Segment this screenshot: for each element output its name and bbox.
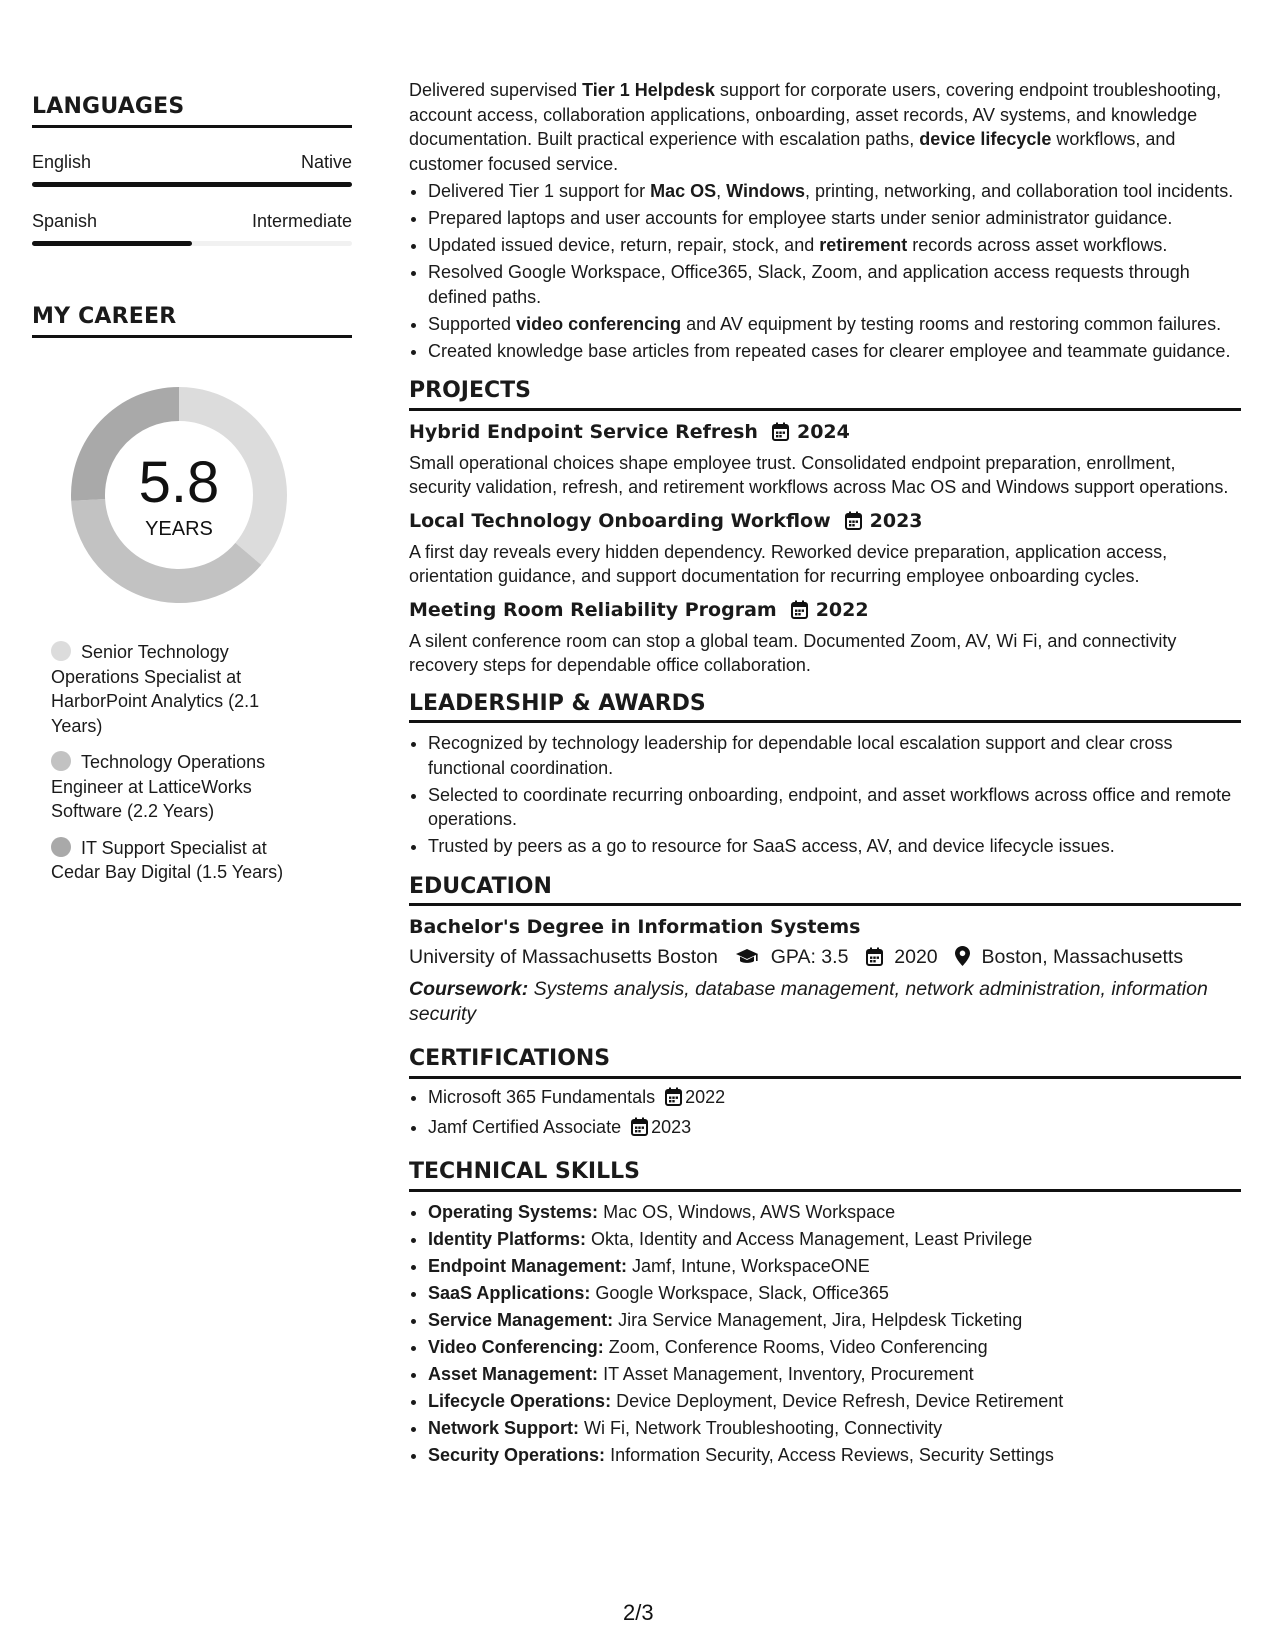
language-level: Native — [300, 152, 352, 172]
graduation-cap-icon — [735, 947, 759, 973]
calendar-icon — [631, 1117, 648, 1143]
career-legend-item — [51, 750, 301, 824]
language-item — [32, 150, 352, 187]
skill-category: Video Conferencing: — [428, 1336, 604, 1357]
skill-item — [428, 1443, 1241, 1468]
career-total-unit: YEARS — [145, 518, 213, 540]
leadership-item: • Trusted by peers as a go to resource for SaaS access, AV, and device lifecycle issues. — [428, 834, 1241, 859]
skill-values: Zoom, Conference Rooms, Video Conferencing — [608, 1336, 988, 1357]
career-legend-label: Technology Operations Engineer at LatticeWorks Software (2.2 Years) — [51, 752, 266, 821]
project-description: A first day reveals every hidden dependency. Reworked device preparation, application access, orientation guidance, and support documentation for recurring employee onboarding cycles. — [409, 541, 1168, 586]
leadership-list — [409, 731, 1241, 859]
project-item — [409, 597, 1241, 678]
calendar-icon — [845, 511, 862, 537]
emphasis-text: Mac OS — [650, 181, 717, 201]
certification-item — [428, 1115, 1241, 1143]
experience-summary — [409, 78, 1241, 176]
experience-bullet — [428, 312, 1241, 337]
project-header — [409, 597, 1241, 626]
skill-values: Device Deployment, Device Refresh, Device Retirement — [616, 1390, 1064, 1411]
skill-category: Network Support: — [428, 1417, 579, 1438]
text-run: Delivered Tier 1 support for — [428, 181, 651, 201]
skills-heading: TECHNICAL SKILLS — [409, 1160, 1241, 1192]
experience-bullets — [409, 179, 1241, 363]
leadership-item: • Recognized by technology leadership for dependable local escalation support and clear cross functional coordination. — [428, 731, 1241, 780]
skills-list — [409, 1200, 1241, 1468]
text-run: Resolved Google Workspace, Office365, Slack, Zoom, and application access requests through defined paths. — [428, 262, 1190, 307]
text-run: Supported — [428, 313, 517, 334]
skill-item — [428, 1281, 1241, 1306]
calendar-icon — [772, 422, 789, 448]
right-column — [409, 78, 1241, 1470]
legend-dot-icon — [51, 641, 71, 661]
skill-category: Endpoint Management: — [428, 1255, 627, 1276]
career-legend-label: Senior Technology Operations Specialist at HarborPoint Analytics (2.1 Years) — [51, 642, 260, 736]
certification-item — [428, 1085, 1241, 1113]
career-heading: MY CAREER — [32, 304, 352, 338]
language-proficiency-bar — [32, 241, 352, 246]
certification-name: Jamf Certified Associate — [428, 1116, 622, 1137]
text-run: records across asset workflows. — [907, 235, 1168, 255]
skill-item — [428, 1389, 1241, 1414]
text-run: , — [716, 181, 727, 201]
education-location: Boston, Massachusetts — [981, 946, 1184, 968]
emphasis-text: Windows — [726, 181, 805, 201]
emphasis-text: retirement — [819, 235, 908, 255]
skill-item — [428, 1308, 1241, 1333]
skill-category: Lifecycle Operations: — [428, 1390, 612, 1411]
project-year: 2022 — [815, 598, 869, 621]
education-gpa: GPA: 3.5 — [770, 946, 849, 968]
projects-heading: PROJECTS — [409, 379, 1241, 411]
education-degree: Bachelor's Degree in Information Systems — [409, 916, 861, 938]
calendar-icon — [866, 947, 883, 973]
language-name: Spanish — [32, 211, 98, 231]
language-proficiency-bar — [32, 182, 352, 187]
project-name: Meeting Room Reliability Program — [409, 598, 777, 621]
project-item — [409, 419, 1241, 500]
text-run: Delivered supervised — [409, 80, 583, 100]
skill-item — [428, 1416, 1241, 1441]
experience-bullet — [428, 206, 1241, 231]
project-name: Local Technology Onboarding Workflow — [409, 509, 831, 532]
emphasis-text: device lifecycle — [919, 129, 1052, 149]
skill-values: Okta, Identity and Access Management, Least Privilege — [591, 1228, 1033, 1249]
text-run: Created knowledge base articles from repeated cases for clearer employee and teammate guidance. — [428, 340, 1231, 361]
emphasis-text: video conferencing — [516, 313, 682, 334]
education-details — [409, 944, 1241, 973]
skill-item — [428, 1362, 1241, 1387]
project-name: Hybrid Endpoint Service Refresh — [409, 420, 758, 443]
legend-dot-icon — [51, 751, 71, 771]
experience-bullet — [428, 233, 1241, 258]
project-description: A silent conference room can stop a global team. Documented Zoom, AV, Wi Fi, and connectivity recovery steps for dependable office collaboration. — [409, 630, 1177, 675]
career-donut-chart — [64, 380, 294, 610]
skill-item — [428, 1200, 1241, 1225]
language-proficiency-fill — [32, 241, 192, 246]
map-pin-icon — [955, 946, 970, 973]
project-item — [409, 508, 1241, 589]
text-run: Prepared laptops and user accounts for employee starts under senior administrator guidance. — [428, 208, 1173, 228]
career-legend-label: IT Support Specialist at Cedar Bay Digital (1.5 Years) — [51, 837, 284, 882]
coursework-text: Systems analysis, database management, network administration, information security — [409, 978, 1208, 1025]
certification-year: 2023 — [651, 1116, 692, 1137]
text-run: Updated issued device, return, repair, stock, and — [428, 235, 820, 255]
page-number: 2/3 — [623, 1600, 654, 1625]
project-header — [409, 508, 1241, 537]
leadership-heading: LEADERSHIP & AWARDS — [409, 692, 1241, 724]
legend-dot-icon — [51, 837, 71, 857]
skill-category: Security Operations: — [428, 1444, 606, 1465]
certifications-heading: CERTIFICATIONS — [409, 1047, 1241, 1079]
education-school: University of Massachusetts Boston — [409, 946, 718, 968]
skill-category: Service Management: — [428, 1309, 614, 1330]
left-column — [32, 94, 352, 897]
skill-category: Operating Systems: — [428, 1201, 599, 1222]
language-item — [32, 209, 352, 246]
skill-values: Information Security, Access Reviews, Security Settings — [610, 1444, 1054, 1465]
experience-bullet — [428, 179, 1241, 204]
education-year: 2020 — [894, 946, 938, 968]
skill-item — [428, 1227, 1241, 1252]
coursework-label: Coursework: — [409, 978, 529, 1000]
certification-name: Microsoft 365 Fundamentals — [428, 1086, 656, 1107]
skill-values: Jamf, Intune, WorkspaceONE — [632, 1255, 870, 1276]
certification-year: 2022 — [685, 1086, 726, 1107]
career-legend-item — [51, 640, 301, 738]
calendar-icon — [791, 600, 808, 626]
education-heading: EDUCATION — [409, 875, 1241, 907]
career-legend-item — [51, 836, 301, 885]
text-run: workflows, and customer focused service. — [409, 129, 1176, 174]
project-description: Small operational choices shape employee trust. Consolidated endpoint preparation, enrollment, security validation, refresh, and retirement workflows across Mac OS and Windows support operations. — [409, 452, 1229, 497]
language-proficiency-fill — [32, 182, 352, 187]
skill-values: Jira Service Management, Jira, Helpdesk Ticketing — [618, 1309, 1023, 1330]
career-total-value: 5.8 — [138, 450, 220, 515]
projects-list — [409, 419, 1241, 678]
languages-list — [32, 150, 352, 246]
skill-category: SaaS Applications: — [428, 1282, 591, 1303]
skill-item — [428, 1335, 1241, 1360]
skill-category: Asset Management: — [428, 1363, 599, 1384]
skill-values: IT Asset Management, Inventory, Procurement — [603, 1363, 974, 1384]
project-header — [409, 419, 1241, 448]
language-level: Intermediate — [251, 211, 352, 231]
leadership-item: • Selected to coordinate recurring onboarding, endpoint, and asset workflows across office and remote operations. — [428, 783, 1241, 832]
certifications-list — [409, 1085, 1241, 1143]
skill-values: Google Workspace, Slack, Office365 — [595, 1282, 889, 1303]
text-run: , printing, networking, and collaboration tool incidents. — [805, 181, 1234, 201]
calendar-icon — [665, 1087, 682, 1113]
language-name: English — [32, 152, 92, 172]
project-year: 2023 — [869, 509, 923, 532]
skill-category: Identity Platforms: — [428, 1228, 587, 1249]
career-legend — [32, 640, 301, 885]
experience-bullet — [428, 339, 1241, 364]
languages-heading: LANGUAGES — [32, 94, 352, 128]
education-coursework — [409, 977, 1241, 1027]
text-run: and AV equipment by testing rooms and restoring common failures. — [681, 313, 1222, 334]
experience-bullet — [428, 260, 1241, 309]
emphasis-text: Tier 1 Helpdesk — [582, 80, 715, 100]
project-year: 2024 — [796, 420, 850, 443]
skill-item — [428, 1254, 1241, 1279]
text-run: support for corporate users, covering endpoint troubleshooting, account access, collaboration applications, onboarding, asset records, AV systems, and knowledge documentation. Built practical experience with escalation paths, — [409, 80, 1222, 149]
skill-values: Wi Fi, Network Troubleshooting, Connectivity — [584, 1417, 943, 1438]
skill-values: Mac OS, Windows, AWS Workspace — [603, 1201, 896, 1222]
